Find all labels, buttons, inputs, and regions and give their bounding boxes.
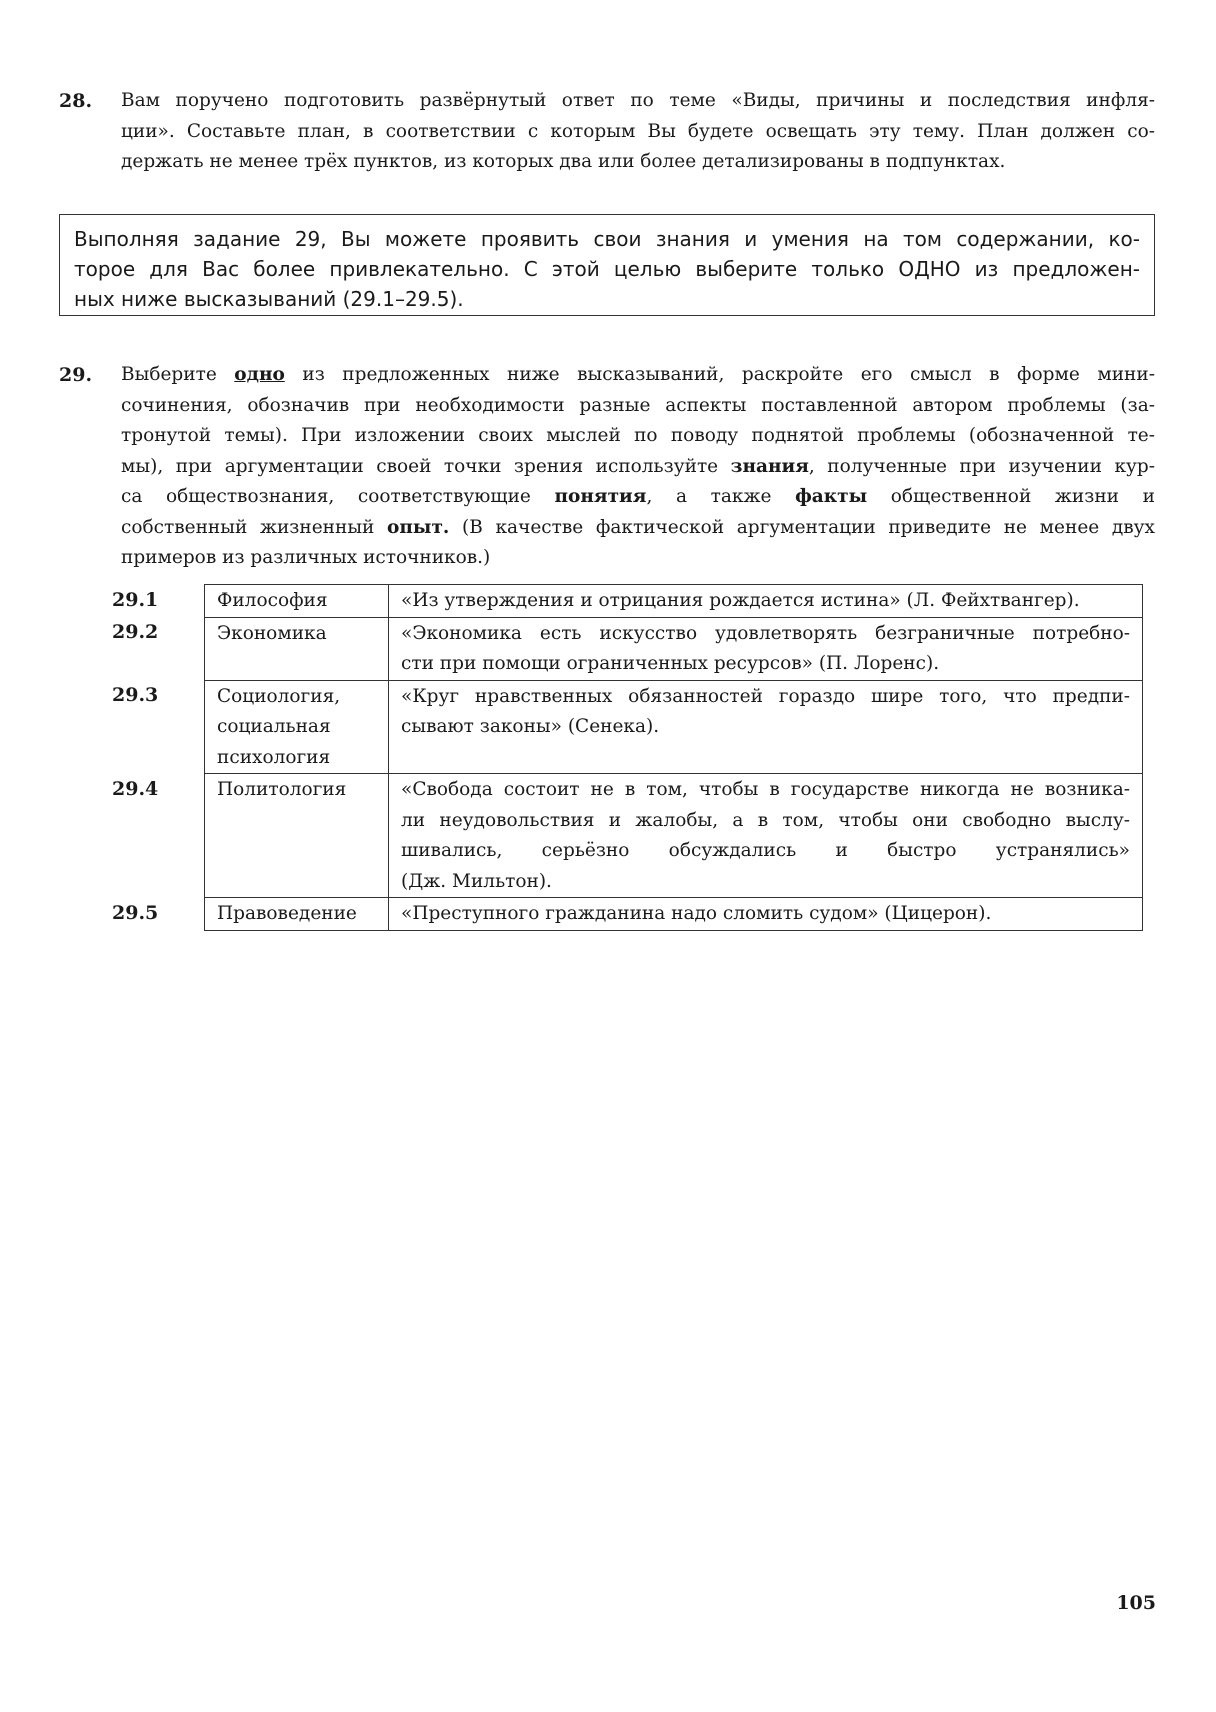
task-text xyxy=(121,86,1155,178)
instruction-box xyxy=(59,214,1155,316)
page-number: 105 xyxy=(1116,1592,1156,1614)
quote-line: «Преступного гражданина надо сломить судом» (Цицерон). xyxy=(401,903,992,924)
quote-text xyxy=(389,585,1143,618)
quotes-table xyxy=(112,584,1143,931)
quote-number: 29.2 xyxy=(112,621,159,643)
text-line: сочинения, обозначив при необходимости разные аспекты поставленной автором проблемы (за- xyxy=(121,394,1155,416)
text-segment: са обществознания, соответствующие xyxy=(121,486,555,507)
quote-line: «Свобода состоит не в том, чтобы в государстве никогда не возника- xyxy=(401,779,1130,800)
text-line: держать не менее трёх пунктов, из которых два или более детализированы в подпунктах. xyxy=(121,151,1006,172)
quote-line: ли неудовольствия и жалобы, а в том, чтобы они свободно выслу- xyxy=(401,809,1130,831)
quote-topic xyxy=(205,680,389,774)
text-line: ных ниже высказываний (29.1–29.5). xyxy=(74,287,464,311)
text-segment: из предложенных ниже высказываний, раскройте его смысл в форме мини- xyxy=(284,364,1155,385)
text-segment: (В качестве фактической аргументации приведите не менее двух xyxy=(449,516,1155,538)
topic-line: Экономика xyxy=(217,622,327,644)
quote-topic xyxy=(205,585,389,618)
text-line: Вам поручено подготовить развёрнутый ответ по теме «Виды, причины и последствия инфля- xyxy=(121,90,1155,111)
text-segment: общественной жизни и xyxy=(867,486,1155,507)
text-line xyxy=(121,360,1155,391)
text-line xyxy=(121,482,1155,513)
text-line: примеров из различных источников.) xyxy=(121,547,491,568)
quote-line: шивались, серьёзно обсуждались и быстро устранялись» xyxy=(401,840,1130,861)
quote-number: 29.3 xyxy=(112,684,159,706)
table-row xyxy=(112,774,1143,898)
topic-line: Политология xyxy=(217,779,347,800)
keyword-knowledge: знания xyxy=(730,455,809,477)
quote-line: «Экономика есть искусство удовлетворять безграничные потребно- xyxy=(401,622,1130,644)
emphasis-one: одно xyxy=(234,364,285,385)
table-row xyxy=(112,585,1143,618)
topic-line: Философия xyxy=(217,590,328,611)
quote-line: (Дж. Мильтон). xyxy=(401,870,552,892)
quote-number: 29.5 xyxy=(112,901,159,924)
task-text xyxy=(121,360,1155,574)
task-number: 28. xyxy=(59,90,93,112)
task-number: 29. xyxy=(59,364,93,386)
text-line: тронутой темы). При изложении своих мыслей по поводу поднятой проблемы (обозначенной те- xyxy=(121,425,1155,446)
quote-topic xyxy=(205,774,389,898)
topic-line: Правоведение xyxy=(217,903,357,924)
keyword-experience: опыт. xyxy=(387,516,450,538)
text-segment: собственный жизненный xyxy=(121,516,388,538)
text-line xyxy=(121,513,1155,544)
quote-text xyxy=(389,680,1143,774)
table-row xyxy=(112,898,1143,931)
text-segment: , полученные при изучении кур- xyxy=(808,455,1155,477)
table-row xyxy=(112,617,1143,680)
topic-line: Социология, xyxy=(217,685,341,707)
quote-text xyxy=(389,617,1143,680)
task-28 xyxy=(59,86,1155,178)
quote-line: «Круг нравственных обязанностей гораздо шире того, что предпи- xyxy=(401,685,1130,707)
text-line xyxy=(121,452,1155,483)
quote-topic xyxy=(205,898,389,931)
quote-text xyxy=(389,898,1143,931)
text-segment: мы), при аргументации своей точки зрения используйте xyxy=(121,455,731,477)
topic-line: социальная xyxy=(217,716,331,737)
topic-line: психология xyxy=(217,746,331,768)
quote-line: «Из утверждения и отрицания рождается истина» (Л. Фейхтвангер). xyxy=(401,590,1080,611)
quote-number: 29.1 xyxy=(112,588,159,611)
text-line: торое для Вас более привлекательно. С этой целью выберите только ОДНО из предложен- xyxy=(74,257,1140,281)
quote-line: сывают законы» (Сенека). xyxy=(401,716,660,737)
keyword-facts: факты xyxy=(795,486,868,507)
text-line: Выполняя задание 29, Вы можете проявить свои знания и умения на том содержании, ко- xyxy=(74,227,1140,251)
keyword-concepts: понятия xyxy=(554,486,647,507)
quote-topic xyxy=(205,617,389,680)
text-line: ции». Составьте план, в соответствии с которым Вы будете освещать эту тему. План должен со- xyxy=(121,120,1155,142)
quote-text xyxy=(389,774,1143,898)
text-segment: Выберите xyxy=(121,364,235,385)
quote-line: сти при помощи ограниченных ресурсов» (П. Лоренс). xyxy=(401,653,940,674)
text-segment: , а также xyxy=(646,486,796,507)
table-row xyxy=(112,680,1143,774)
quote-number: 29.4 xyxy=(112,777,159,800)
task-29 xyxy=(59,360,1155,574)
